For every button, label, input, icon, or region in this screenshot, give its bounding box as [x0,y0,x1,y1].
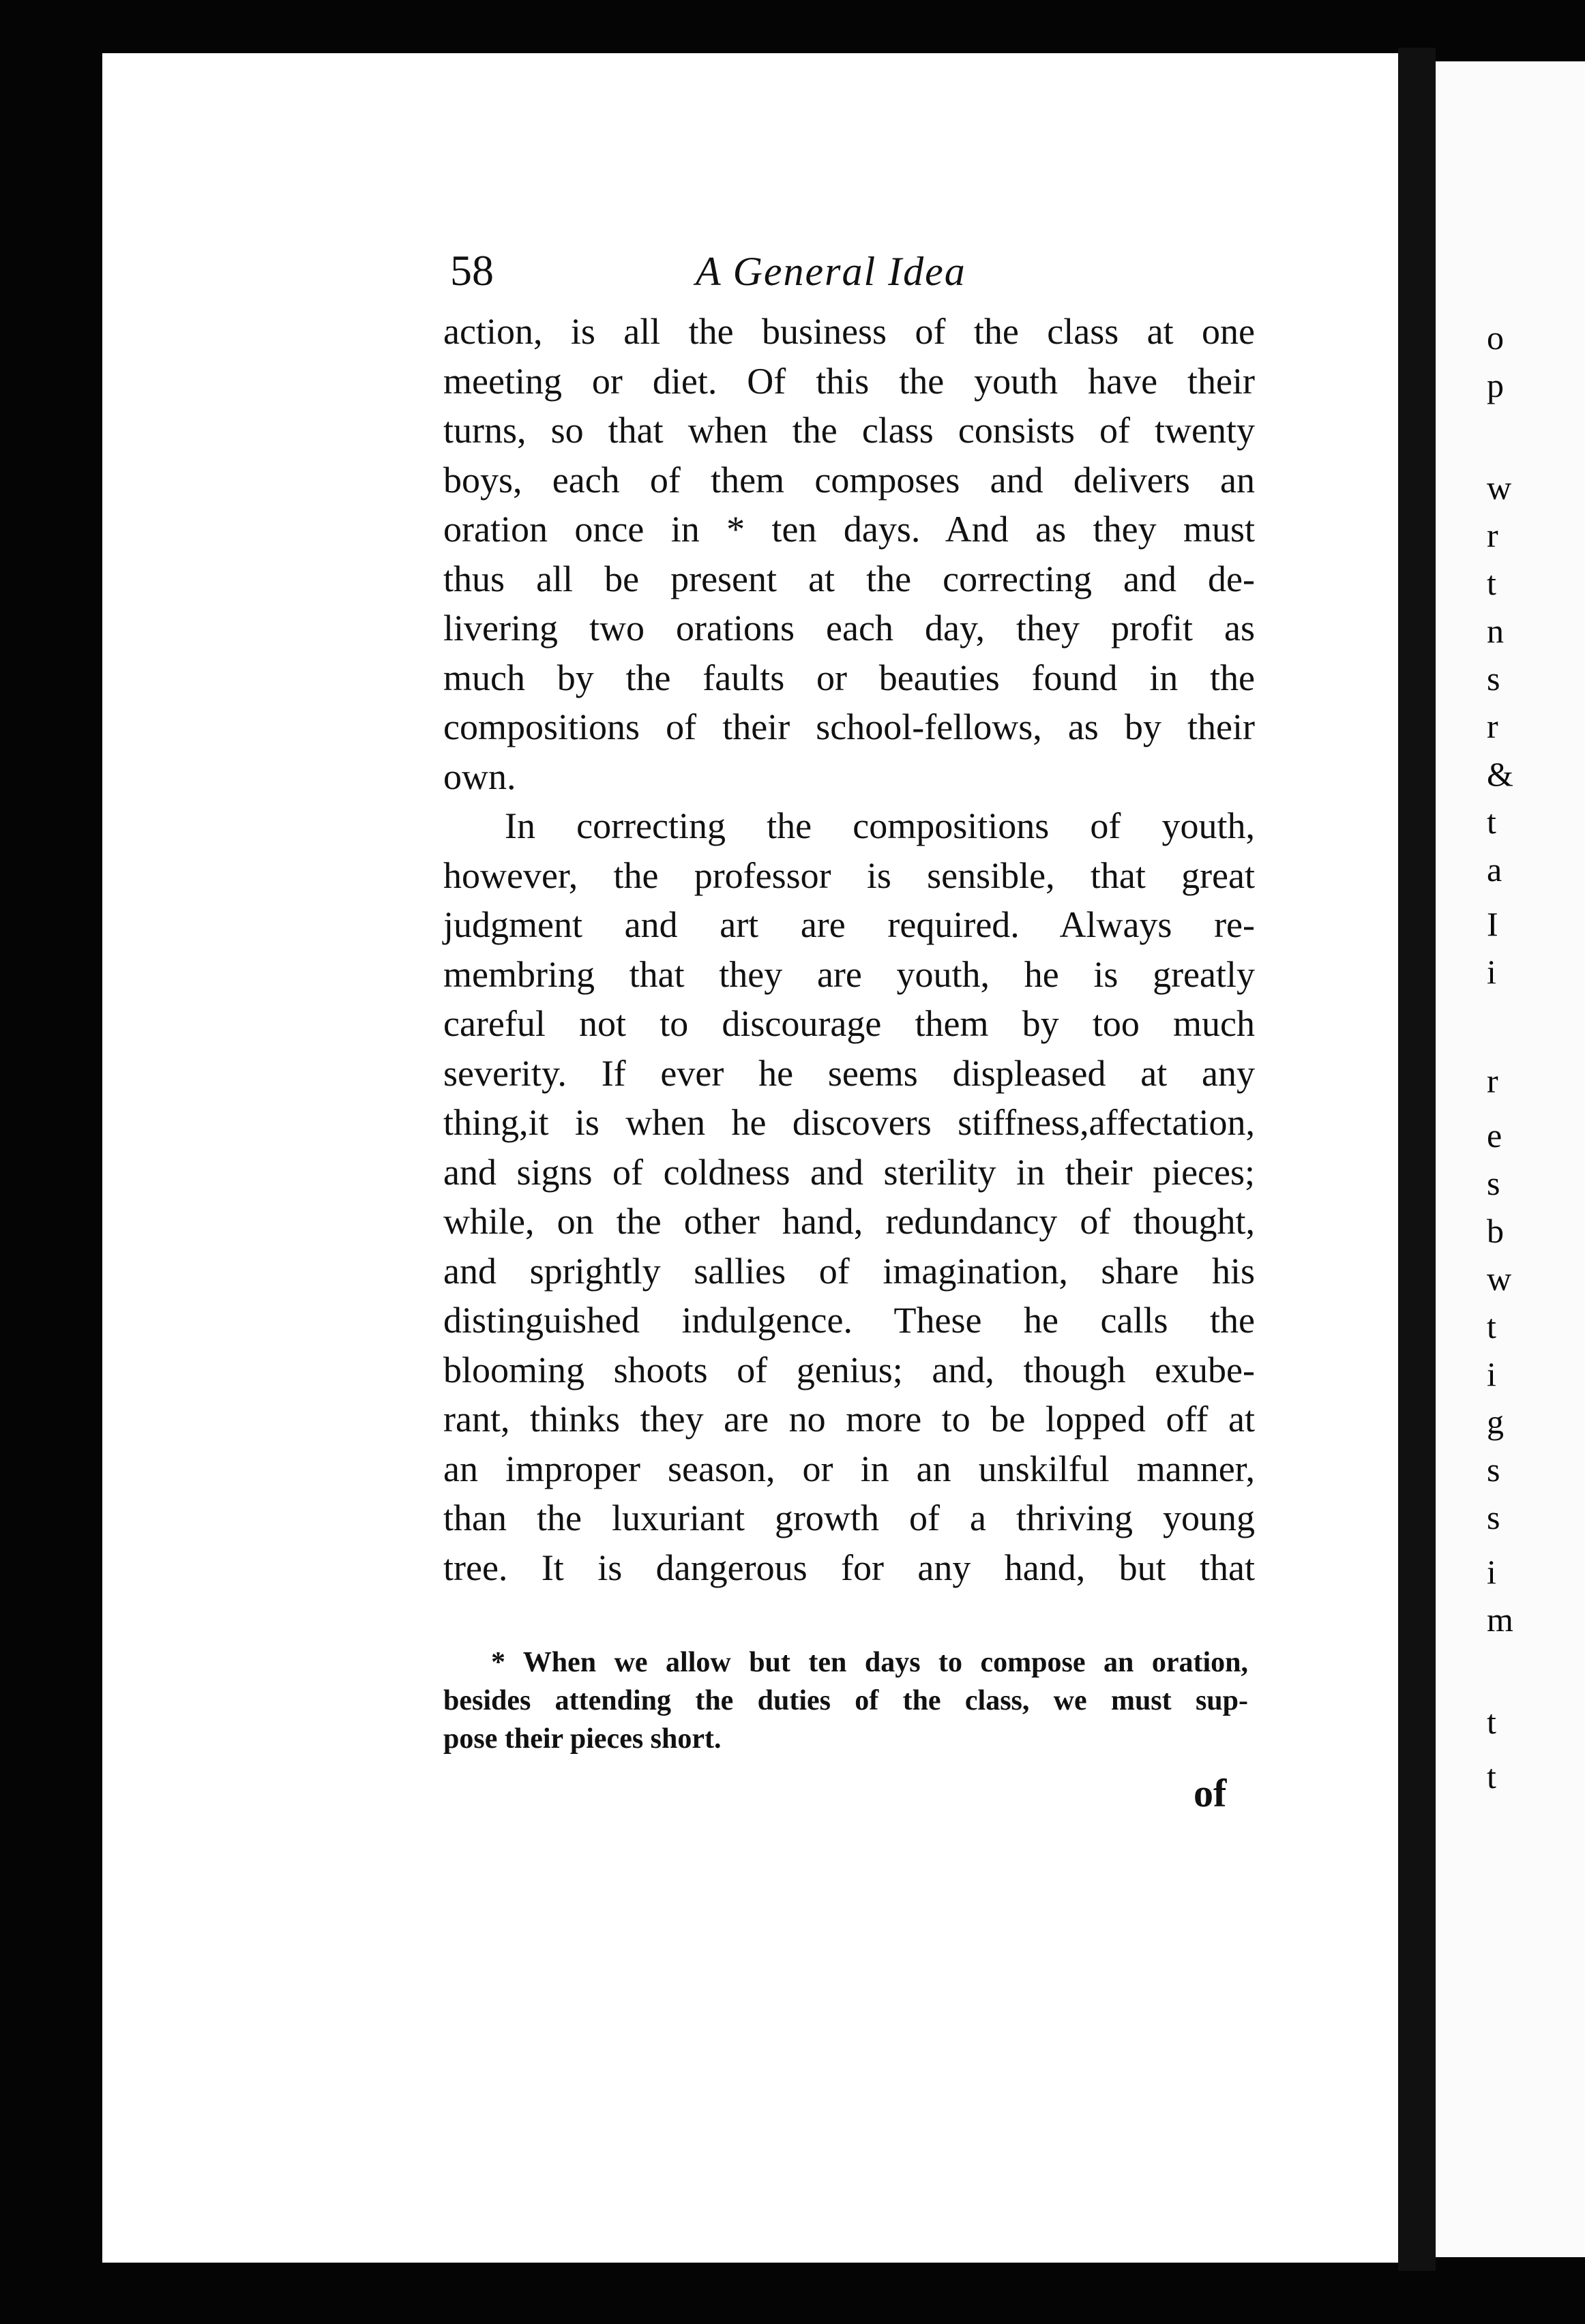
text-line: oration once in * ten days. And as they must [443,509,1255,550]
facing-page-fragment: t [1487,1703,1496,1741]
text-line: judgment and art are required. Always re- [443,904,1255,945]
facing-page-fragment: g [1487,1403,1504,1441]
text-line: thing,it is when he discovers stiffness,affectation, [443,1102,1255,1143]
text-line: distinguished indulgence. These he calls the [443,1300,1255,1341]
facing-page-fragment: I [1487,905,1498,943]
text-line: boys, each of them composes and delivers an [443,459,1255,501]
facing-page-fragment: t [1487,1757,1496,1796]
text-line: turns, so that when the class consists of twenty [443,410,1255,451]
text-line: livering two orations each day, they profit as [443,608,1255,649]
text-line: and sprightly sallies of imagination, share his [443,1250,1255,1292]
facing-page-fragment: o [1487,318,1504,357]
text-line: however, the professor is sensible, that great [443,854,1255,896]
text-line: own. [443,756,516,797]
footnote-line: * When we allow but ten days to compose an oration, [491,1647,1248,1678]
footnote-line: besides attending the duties of the class, we must sup- [443,1685,1248,1716]
paragraph-start-line: In correcting the compositions of youth, [505,805,1255,846]
facing-page-fragment: i [1487,1553,1496,1591]
footnote-line: pose their pieces short. [443,1723,722,1755]
facing-page-fragment: w [1487,468,1512,507]
facing-page-fragment: e [1487,1116,1502,1154]
facing-page-fragment: t [1487,1307,1496,1345]
text-line: blooming shoots of genius; and, though exube- [443,1349,1255,1390]
page-number: 58 [450,246,494,295]
body-text [443,307,1255,1592]
facing-page-fragment: & [1487,755,1513,793]
running-title: A General Idea [696,249,966,294]
text-line: tree. It is dangerous for any hand, but that [443,1547,1255,1588]
text-line: than the luxuriant growth of a thriving young [443,1498,1255,1538]
facing-page-fragment: i [1487,1355,1496,1393]
facing-page-fragment: i [1487,953,1496,991]
text-line: compositions of their school-fellows, as by their [443,706,1255,747]
text-line: severity. If ever he seems displeased at any [443,1052,1255,1094]
facing-page-fragment: s [1487,1498,1500,1536]
book-gutter [1398,48,1436,2271]
facing-page-fragment: a [1487,850,1502,889]
catchword: of [1194,1771,1227,1815]
text-line: while, on the other hand, redundancy of thought, [443,1201,1255,1242]
text-line: much by the faults or beauties found in the [443,657,1255,698]
facing-page-fragment: w [1487,1260,1512,1298]
text-line: and signs of coldness and sterility in their pieces; [443,1151,1255,1193]
text-line: rant, thinks they are no more to be lopped off at [443,1399,1255,1440]
facing-page-fragment: r [1487,516,1498,554]
facing-page-fragment: s [1487,1450,1500,1489]
text-line: careful not to discourage them by too much [443,1003,1255,1044]
facing-page-fragment: m [1487,1600,1513,1639]
footnote [443,1643,1248,1758]
text-line: action, is all the business of the class at one [443,311,1255,352]
text-line: thus all be present at the correcting and de- [443,558,1255,599]
facing-page-fragment: s [1487,659,1500,698]
text-line: an improper season, or in an unskilful manner, [443,1448,1255,1489]
facing-page-fragment: p [1487,366,1504,404]
page-header [450,245,1255,307]
facing-page-fragment: s [1487,1164,1500,1202]
facing-page-fragment: t [1487,564,1496,602]
text-line: membring that they are youth, he is greatly [443,953,1255,995]
facing-page-fragment: b [1487,1212,1504,1250]
facing-page-fragment: r [1487,707,1498,745]
facing-page-fragment: r [1487,1062,1498,1100]
facing-page [1436,61,1585,2257]
facing-page-fragment: n [1487,612,1504,650]
facing-page-fragment: t [1487,803,1496,841]
text-line: meeting or diet. Of this the youth have their [443,360,1255,402]
